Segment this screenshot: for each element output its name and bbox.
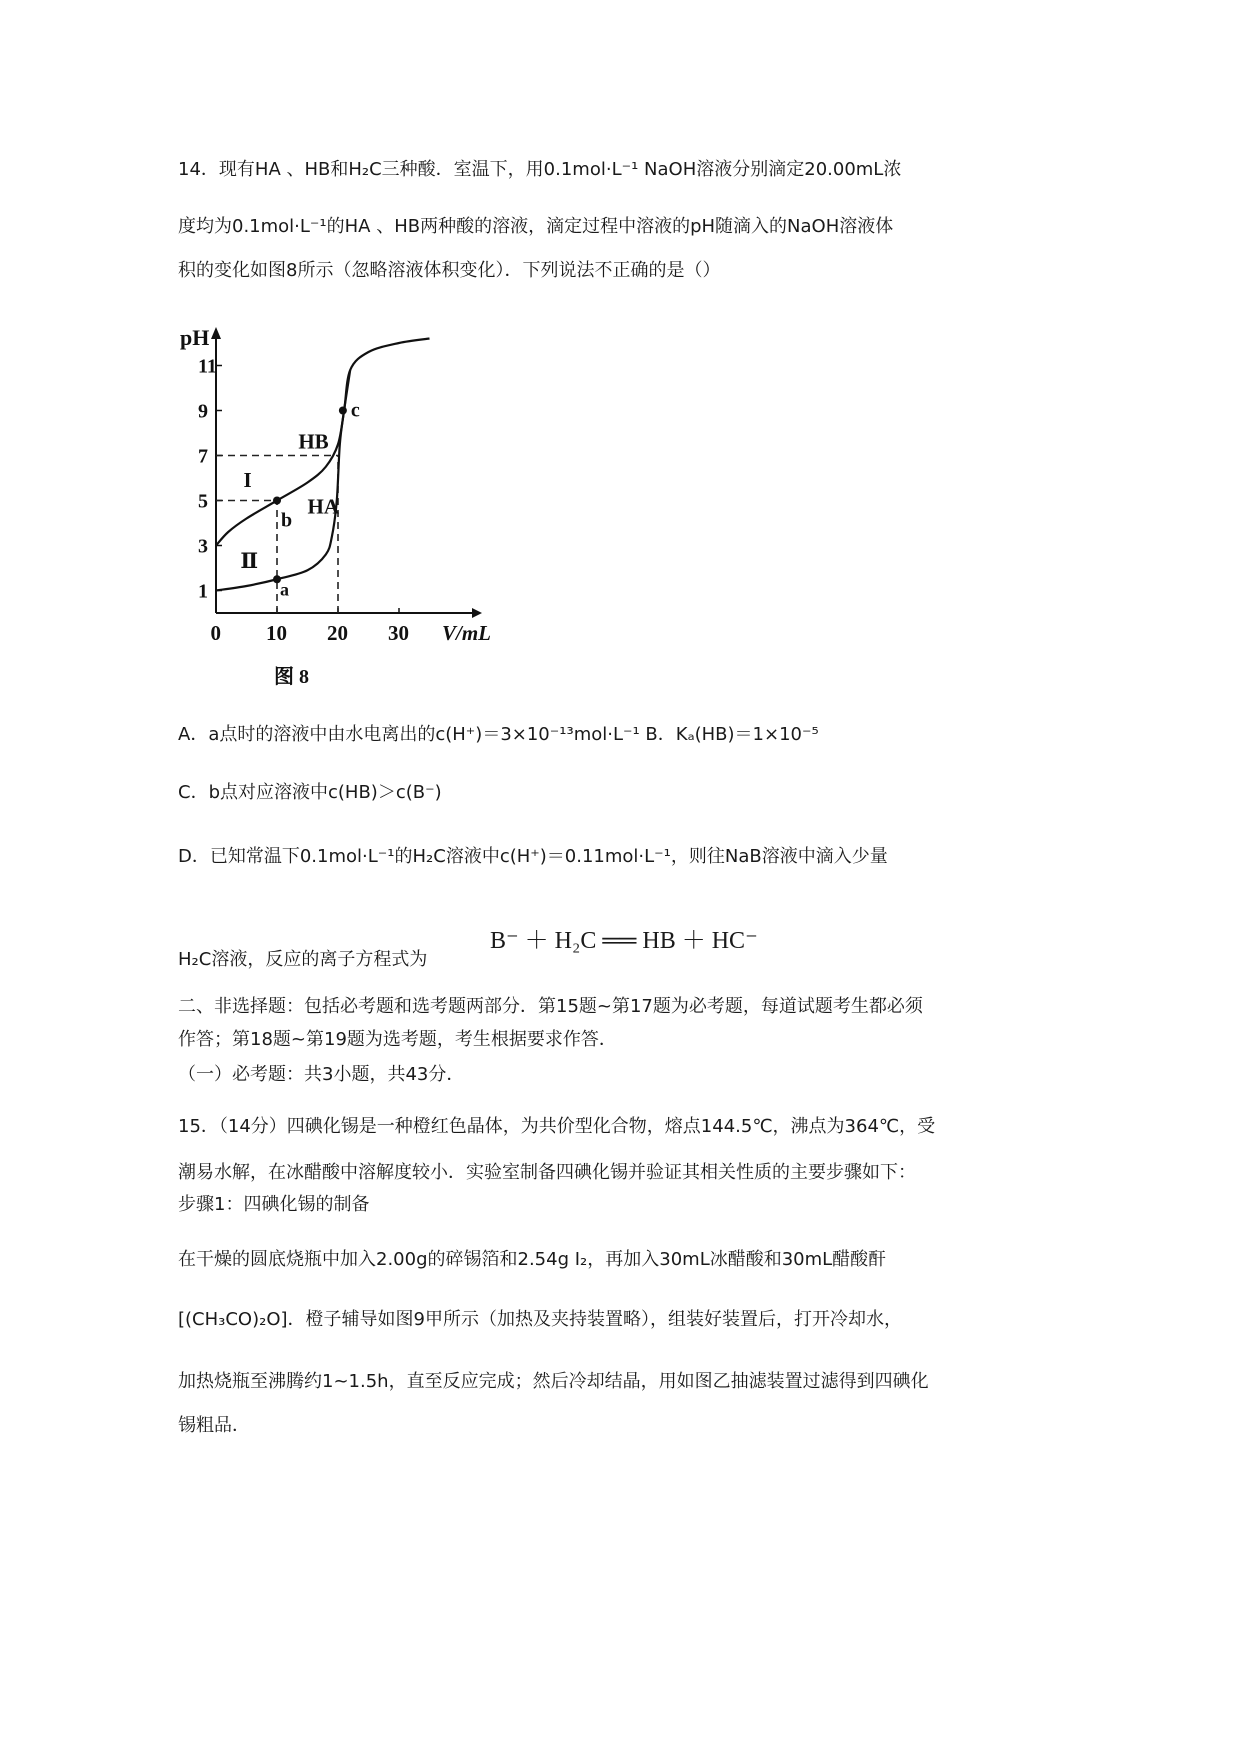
titration-chart-svg — [178, 325, 508, 700]
x-tick-label: 20 — [327, 621, 348, 645]
point-label-b: b — [281, 509, 293, 532]
q15-line-5: [(CH₃CO)₂O]．橙子辅导如图9甲所示（加热及夹持装置略），组装好装置后，打开冷却水， — [178, 1309, 902, 1330]
chart-guide-lines — [216, 456, 338, 614]
q14-line-3: 积的变化如图8所示（忽略溶液体积变化）．下列说法不正确的是（） — [178, 260, 721, 281]
x-axis-arrow — [472, 608, 482, 618]
q15-line-1: 15．（14分）四碘化锡是一种橙红色晶体，为共价型化合物，熔点144.5℃，沸点为364℃，受 — [178, 1116, 936, 1137]
point-label-c: c — [350, 399, 360, 422]
point-label-a: a — [280, 579, 289, 600]
section2-line-3: （一）必考题：共3小题，共43分． — [178, 1064, 465, 1085]
figure-caption: 图 8 — [274, 666, 309, 688]
q14-option-d-line-2: H₂C溶液，反应的离子方程式为 — [178, 949, 428, 970]
x-axis-label: V/mL — [442, 621, 492, 645]
q14-option-d-line-1: D．已知常温下0.1mol·L⁻¹的H₂C溶液中c(H⁺)＝0.11mol·L⁻¹，则往NaB溶液中滴入少量 — [178, 846, 888, 867]
q15-line-6: 加热烧瓶至沸腾约1~1.5h，直至反应完成；然后冷却结晶，用如图乙抽滤装置过滤得到四碘化 — [178, 1371, 929, 1392]
curve-ha — [216, 370, 350, 591]
q14-option-d-equation: B⁻ ＋ H₂C ══ HB ＋ HC⁻ — [490, 928, 758, 954]
q15-line-3: 步骤1：四碘化锡的制备 — [178, 1194, 370, 1215]
y-tick-label: 5 — [198, 490, 208, 513]
q14-line-1: 14．现有HA 、HB和H₂C三种酸．室温下，用0.1mol·L⁻¹ NaOH溶液分别滴定20.00mL浓 — [178, 159, 902, 180]
curve-label-i: I — [243, 468, 252, 492]
q15-line-7: 锡粗品． — [178, 1415, 250, 1436]
x-tick-label: 30 — [388, 621, 409, 645]
q14-line-2: 度均为0.1mol·L⁻¹的HA 、HB两种酸的溶液，滴定过程中溶液的pH随滴入的NaOH溶液体 — [178, 216, 894, 237]
y-axis-label: pH — [180, 325, 210, 350]
point-c — [339, 407, 347, 415]
y-tick-label: 1 — [198, 580, 208, 603]
q14-option-a-b: A．a点时的溶液中由水电离出的c(H⁺)＝3×10⁻¹³mol·L⁻¹ B．Kₐ(HB)＝1×10⁻⁵ — [178, 724, 819, 745]
chart-axes — [211, 327, 482, 618]
y-tick-label: 9 — [198, 400, 208, 423]
chart-labels — [180, 325, 491, 688]
titration-chart — [178, 325, 508, 700]
section2-line-1: 二、非选择题：包括必考题和选考题两部分．第15题~第17题为必考题，每道试题考生都必须 — [178, 996, 923, 1017]
q14-option-c: C．b点对应溶液中c(HB)＞c(B⁻) — [178, 782, 442, 803]
q15-line-2: 潮易水解，在冰醋酸中溶解度较小．实验室制备四碘化锡并验证其相关性质的主要步骤如下： — [178, 1162, 916, 1183]
y-tick-label: 3 — [198, 535, 208, 558]
x-tick-label: 0 — [210, 621, 221, 645]
curve-label-hb: HB — [298, 429, 329, 454]
y-axis-arrow — [211, 327, 221, 339]
point-b — [273, 497, 281, 505]
curve-label-ii: Ⅱ — [240, 549, 259, 573]
curve-label-ha: HA — [307, 494, 339, 519]
q15-line-4: 在干燥的圆底烧瓶中加入2.00g的碎锡箔和2.54g I₂，再加入30mL冰醋酸和30mL醋酸酐 — [178, 1249, 887, 1270]
section2-line-2: 作答；第18题~第19题为选考题，考生根据要求作答． — [178, 1029, 617, 1050]
y-tick-label: 11 — [198, 355, 217, 378]
x-tick-label: 10 — [266, 621, 287, 645]
y-tick-label: 7 — [198, 445, 208, 468]
